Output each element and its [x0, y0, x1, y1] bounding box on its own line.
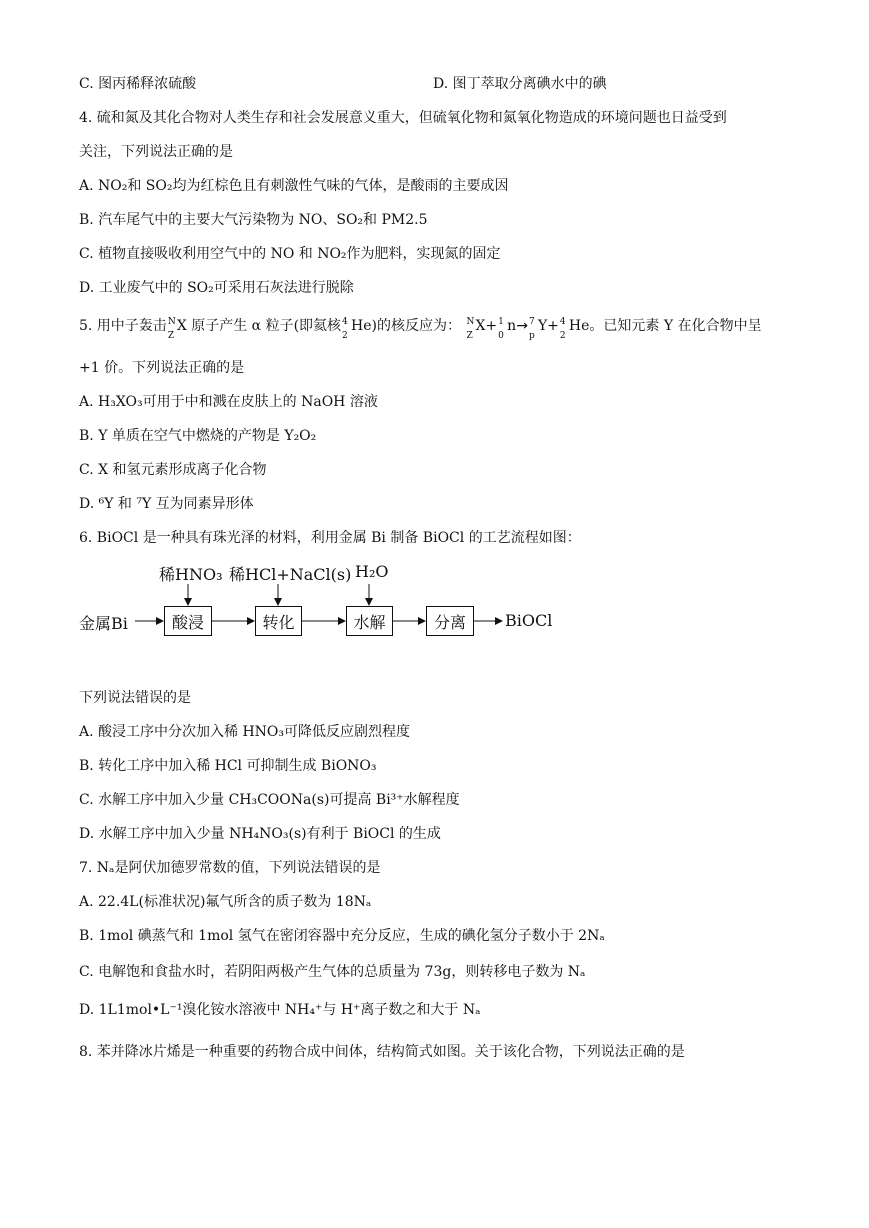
- flow-end: BiOCl: [505, 611, 553, 630]
- nuclear-equation: N Z X+ 1 0 n→ 7 p Y+ 4 2 He: [466, 317, 590, 341]
- nuclide-x-notation: N Z: [167, 317, 176, 341]
- q6-option-c: C. 水解工序中加入少量 CH₃COONa(s)可提高 Bi³⁺水解程度: [79, 792, 460, 808]
- q8-stem: 8. 苯并降冰片烯是一种重要的药物合成中间体，结构简式如图。关于该化合物，下列说法正确的是: [79, 1044, 685, 1060]
- q6-ask: 下列说法错误的是: [79, 690, 191, 706]
- q7-option-c: C. 电解饱和食盐水时，若阴阳两极产生气体的总质量为 73g，则转移电子数为 Nₐ: [79, 964, 586, 980]
- q5-stem-part4: 。已知元素 Y 在化合物中呈: [589, 318, 762, 334]
- q4-option-d: D. 工业废气中的 SO₂可采用石灰法进行脱除: [79, 280, 354, 296]
- q6-option-a: A. 酸浸工序中分次加入稀 HNO₃可降低反应剧烈程度: [79, 724, 411, 740]
- q5-stem-line2: +1 价。下列说法正确的是: [79, 360, 245, 376]
- q3-option-d: D. 图丁萃取分离碘水中的碘: [433, 76, 607, 92]
- q5-stem-line1: [79, 314, 762, 341]
- flow-step-separate: 分离: [426, 606, 474, 636]
- reagent-hno3: 稀HNO₃: [159, 565, 223, 584]
- q6-option-b: B. 转化工序中加入稀 HCl 可抑制生成 BiONO₃: [79, 758, 377, 774]
- q5-option-a: A. H₃XO₃可用于中和溅在皮肤上的 NaOH 溶液: [79, 394, 378, 410]
- flow-step-acid-leach: 酸浸: [164, 606, 212, 636]
- q5-option-d: D. ⁶Y 和 ⁷Y 互为同素异形体: [79, 496, 254, 512]
- q4-stem-line1: 4. 硫和氮及其化合物对人类生存和社会发展意义重大，但硫氧化物和氮氧化物造成的环境问题也日益受到: [79, 110, 727, 126]
- q6-stem: 6. BiOCl 是一种具有珠光泽的材料，利用金属 Bi 制备 BiOCl 的工艺流程如图：: [79, 530, 581, 546]
- q3-option-c: C. 图丙稀释浓硫酸: [79, 76, 197, 92]
- reagent-hcl-nacl: 稀HCl+NaCl(s): [229, 565, 352, 584]
- q7-option-a: A. 22.4L(标准状况)氟气所含的质子数为 18Nₐ: [79, 894, 372, 910]
- flow-step-hydrolysis: 水解: [346, 606, 393, 636]
- q6-option-d: D. 水解工序中加入少量 NH₄NO₃(s)有利于 BiOCl 的生成: [79, 826, 441, 842]
- q5-option-c: C. X 和氢元素形成离子化合物: [79, 462, 267, 478]
- q5-stem-part3: He)的核反应为：: [351, 318, 462, 334]
- q4-option-a: A. NO₂和 SO₂均为红棕色且有刺激性气味的气体，是酸雨的主要成因: [79, 178, 509, 194]
- q5-option-b: B. Y 单质在空气中燃烧的产物是 Y₂O₂: [79, 428, 317, 444]
- q7-stem: 7. Nₐ是阿伏加德罗常数的值，下列说法错误的是: [79, 860, 381, 876]
- q4-option-c: C. 植物直接吸收利用空气中的 NO 和 NO₂作为肥料，实现氮的固定: [79, 246, 501, 262]
- nuclide-he-notation: 4 2: [342, 317, 348, 341]
- q5-stem-part2: X 原子产生 α 粒子(即氦核: [176, 318, 342, 334]
- q5-stem-part1: 5. 用中子轰击: [79, 318, 167, 334]
- q7-option-b: B. 1mol 碘蒸气和 1mol 氢气在密闭容器中充分反应，生成的碘化氢分子数小于 2Nₐ: [79, 928, 605, 944]
- q7-option-d: D. 1L1mol•L⁻¹溴化铵水溶液中 NH₄⁺与 H⁺离子数之和大于 Nₐ: [79, 1002, 481, 1018]
- reagent-water: H₂O: [355, 562, 389, 581]
- flow-start: 金属Bi: [79, 614, 128, 633]
- flow-step-convert: 转化: [255, 606, 302, 636]
- process-flow-diagram: [79, 560, 559, 644]
- q4-option-b: B. 汽车尾气中的主要大气污染物为 NO、SO₂和 PM2.5: [79, 212, 428, 228]
- q4-stem-line2: 关注，下列说法正确的是: [79, 144, 233, 160]
